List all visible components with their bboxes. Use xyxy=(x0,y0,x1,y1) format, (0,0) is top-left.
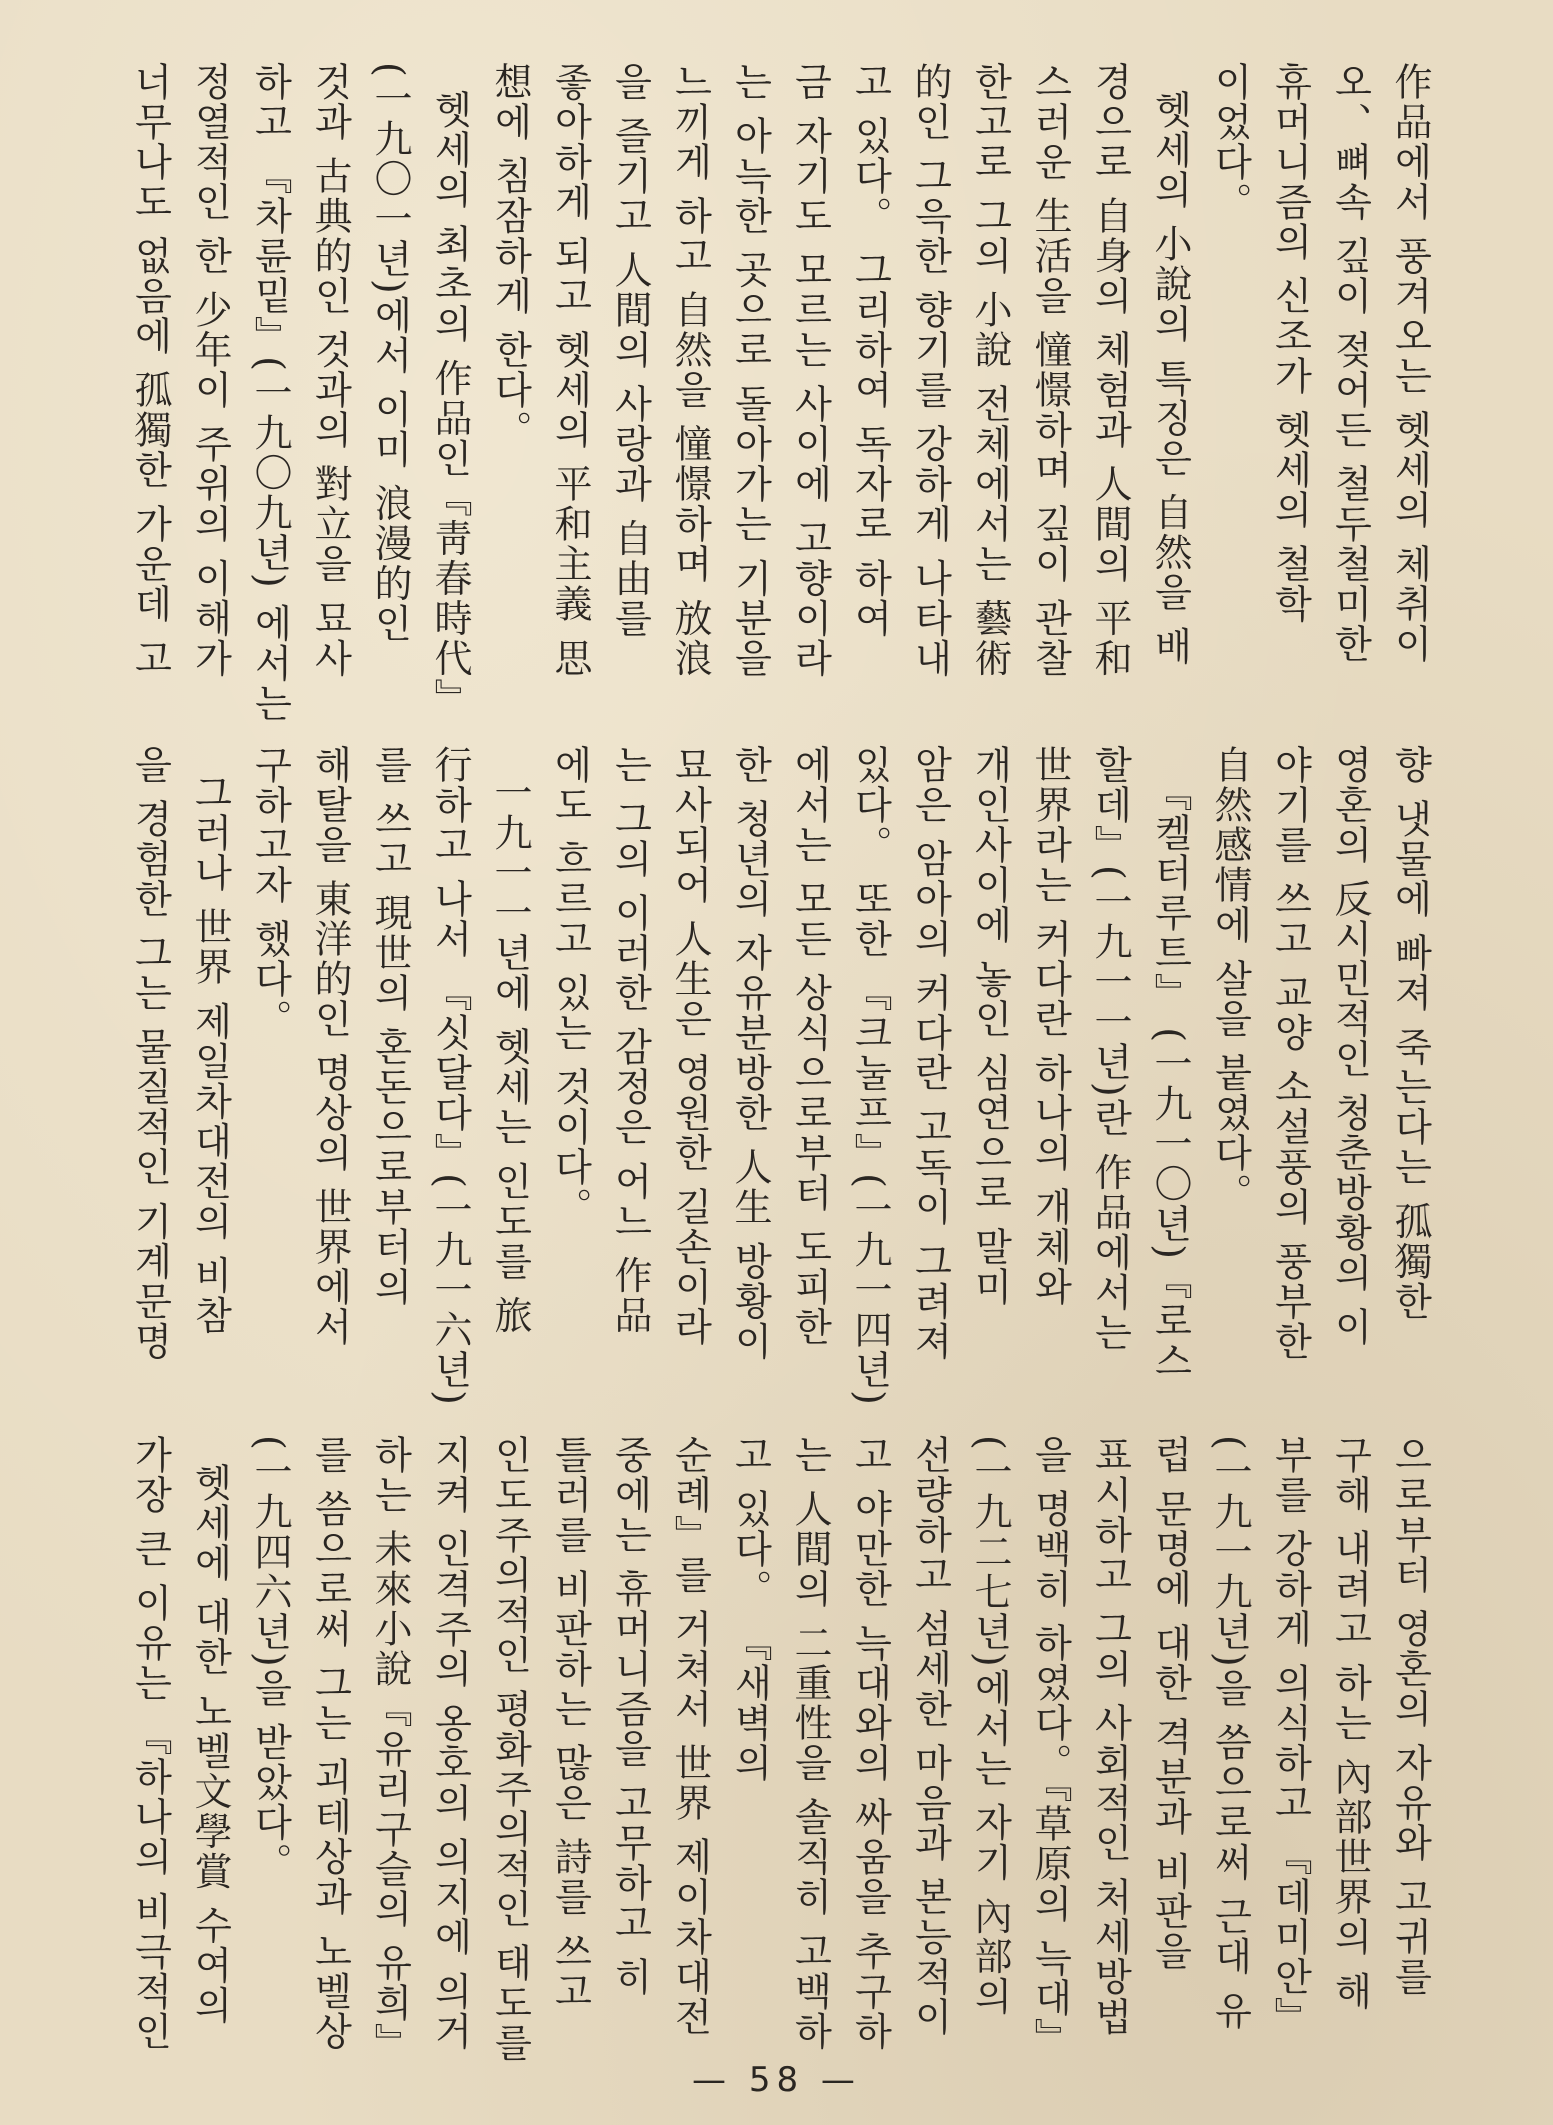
text-column: 영혼의 反시민적인 청춘방황의 이 xyxy=(1328,745,1372,1348)
text-column: 를 씀으로써 그는 괴테상과 노벨상 xyxy=(308,1435,352,2052)
text-column: 구하고자 했다。 xyxy=(248,745,292,1040)
text-column: 는 그의 이러한 감정은 어느 作品 xyxy=(608,745,652,1336)
text-column: 지켜 인격주의 옹호의 의지에 의거 xyxy=(428,1435,472,2052)
text-column: (一九〇一년)에서 이미 浪漫的인 xyxy=(368,62,412,644)
text-column: 的인 그윽한 향기를 강하게 나타내 xyxy=(908,62,952,679)
text-column: 을 즐기고 人間의 사랑과 自由를 xyxy=(608,62,652,639)
text-column: 순례』를 거쳐서 世界 제이차대전 xyxy=(668,1435,712,2038)
text-column: 헷세의 小說의 특징은 自然을 배 xyxy=(1148,62,1192,667)
text-column: 한 청년의 자유분방한 人生 방황이 xyxy=(728,745,772,1362)
text-column: 휴머니즘의 신조가 헷세의 철학 xyxy=(1268,62,1312,625)
text-column: 에도 흐르고 있는 것이다。 xyxy=(548,745,592,1228)
text-column: 를 쓰고 現世의 혼돈으로부터의 xyxy=(368,745,412,1308)
text-column: 정열적인 한 少年이 주위의 이해가 xyxy=(188,62,232,679)
text-column: 는 아늑한 곳으로 돌아가는 기분을 xyxy=(728,62,772,679)
text-column: 금 자기도 모르는 사이에 고향이라 xyxy=(788,62,832,679)
text-column: 표시하고 그의 사회적인 처세방법 xyxy=(1088,1435,1132,2038)
text-column: 오、뼈속 깊이 젖어든 철두철미한 xyxy=(1328,62,1372,665)
text-column: 너무나도 없음에 孤獨한 가운데 고 xyxy=(128,62,172,679)
text-column: 야기를 쓰고 교양 소설풍의 풍부한 xyxy=(1268,745,1312,1362)
text-column: 경으로 自身의 체험과 人間의 平和 xyxy=(1088,62,1132,679)
text-column: (一九一九년)을 씀으로써 근대 유 xyxy=(1208,1435,1252,2031)
text-column: 을 경험한 그는 물질적인 기계문명 xyxy=(128,745,172,1362)
text-column: 한고로 그의 小說 전체에서는 藝術 xyxy=(968,62,1012,679)
text-column: 스러운 生活을 憧憬하며 깊이 관찰 xyxy=(1028,62,1072,679)
text-column: 고 야만한 늑대와의 싸움을 추구하 xyxy=(848,1435,892,2052)
page-number: — 58 — xyxy=(692,2060,861,2100)
text-column: (一九二七년)에서는 자기 內部의 xyxy=(968,1435,1012,2017)
text-column: 좋아하게 되고 헷세의 平和主義 思 xyxy=(548,62,592,679)
text-column: (一九四六년)을 받았다。 xyxy=(248,1435,292,1883)
text-column: 고 있다。 그리하여 독자로 하여 xyxy=(848,62,892,639)
text-column: 으로부터 영혼의 자유와 고귀를 xyxy=(1388,1435,1432,1998)
text-column: 인도주의적인 평화주의적인 태도를 xyxy=(488,1435,532,2064)
text-column: 부를 강하게 의식하고 『데미안』 xyxy=(1268,1435,1312,2038)
text-column: 중에는 휴머니즘을 고무하고 히 xyxy=(608,1435,652,1998)
text-column: 想에 침잠하게 한다。 xyxy=(488,62,532,451)
text-column: 할데』(一九一一년)란 作品에서는 xyxy=(1088,745,1132,1353)
text-column: 느끼게 하고 自然을 憧憬하며 放浪 xyxy=(668,62,712,679)
text-column: 개인사이에 놓인 심연으로 말미 xyxy=(968,745,1012,1308)
text-column: 럽 문명에 대한 격분과 비판을 xyxy=(1148,1435,1192,1972)
text-column: 自然感情에 살을 붙였다。 xyxy=(1208,745,1252,1214)
text-column: 고 있다。 『새벽의 xyxy=(728,1435,772,1784)
text-column: 世界라는 커다란 하나의 개체와 xyxy=(1028,745,1072,1308)
text-column: 作品에서 풍겨오는 헷세의 체취이 xyxy=(1388,62,1432,665)
text-column: 하고 『차륜밑』(一九〇九년) 에서는 xyxy=(248,62,292,724)
text-column: 一九一一년에 헷세는 인도를 旅 xyxy=(488,745,532,1336)
text-column: 것과 古典的인 것과의 對立을 묘사 xyxy=(308,62,352,679)
text-column: 는 人間의 二重性을 솔직히 고백하 xyxy=(788,1435,832,2052)
text-column: 묘사되어 人生은 영원한 길손이라 xyxy=(668,745,712,1348)
text-block-top xyxy=(128,62,1440,724)
text-column: 이었다。 xyxy=(1208,62,1252,222)
text-column: 에서는 모든 상식으로부터 도피한 xyxy=(788,745,832,1348)
text-column: 을 명백히 하였다。『草原의 늑대』 xyxy=(1028,1435,1072,2059)
text-column: 헷세에 대한 노벨文學賞 수여의 xyxy=(188,1435,232,2026)
text-column: 헷세의 최초의 作品인『靑春時代』 xyxy=(428,62,472,719)
text-column: 틀러를 비판하는 많은 詩를 쓰고 xyxy=(548,1435,592,2012)
text-column: 하는 未來小說『유리구슬의 유희』 xyxy=(368,1435,412,2064)
text-column: 해탈을 東洋的인 명상의 世界에서 xyxy=(308,745,352,1348)
text-block-middle xyxy=(128,745,1440,1407)
text-column: 선량하고 섬세한 마음과 본능적이 xyxy=(908,1435,952,2038)
text-column: 있다。 또한 『크눌프』(一九一四년) xyxy=(848,745,892,1407)
text-column: 구해 내려고 하는 內部世界의 해 xyxy=(1328,1435,1372,2012)
text-column: 『켈터루트』 (一九一〇년)『로스 xyxy=(1148,745,1192,1381)
text-column: 암은 암아의 커다란 고독이 그려져 xyxy=(908,745,952,1362)
text-block-bottom xyxy=(128,1435,1440,2064)
text-column: 가장 큰 이유는 『하나의 비극적인 xyxy=(128,1435,172,2052)
text-column: 行하고 나서 『싯달다』(一九一六년) xyxy=(428,745,472,1407)
text-column: 그러나 世界 제일차대전의 비참 xyxy=(188,745,232,1336)
text-column: 향 냇물에 빠져 죽는다는 孤獨한 xyxy=(1388,745,1432,1322)
